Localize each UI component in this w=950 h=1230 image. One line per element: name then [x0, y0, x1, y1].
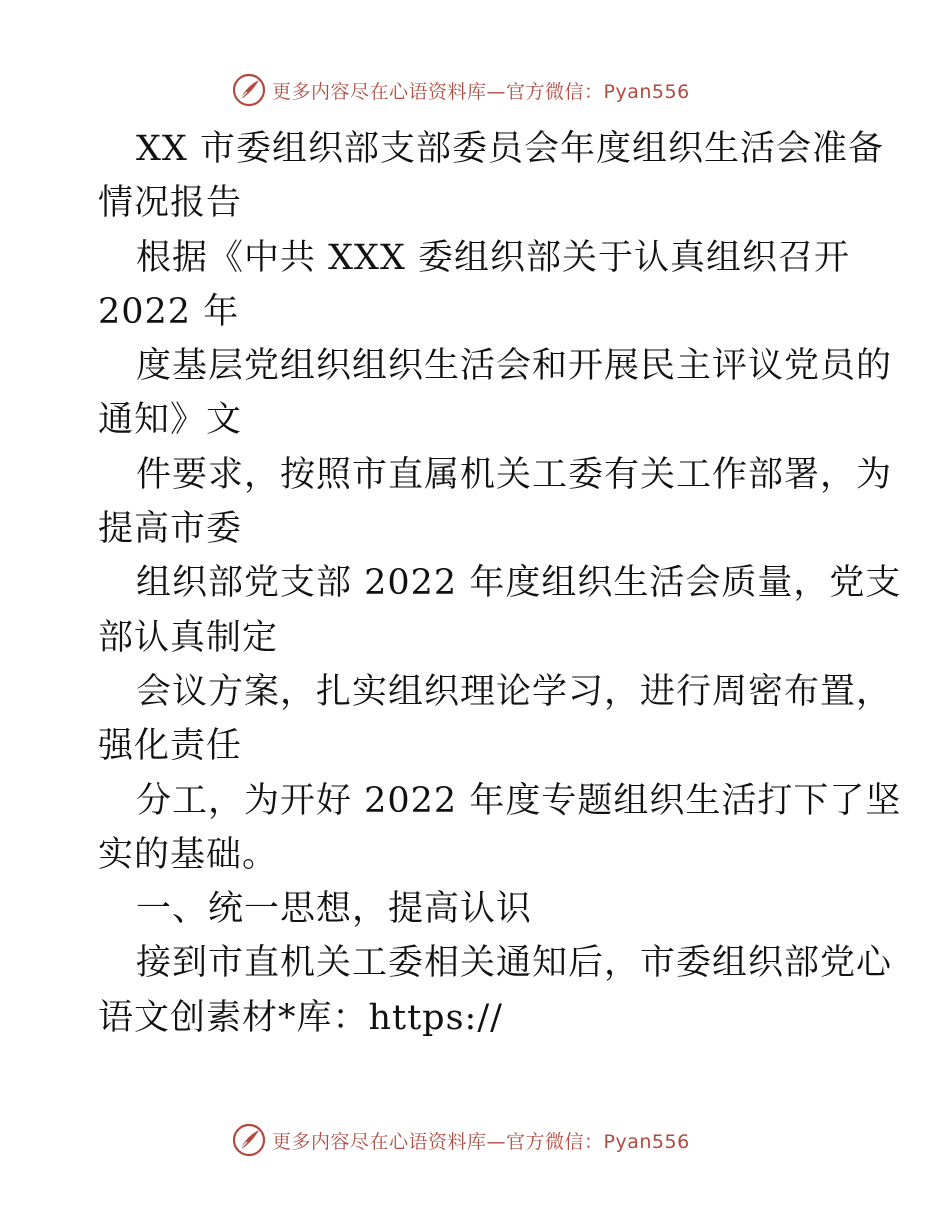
header-watermark-text: 更多内容尽在心语资料库—官方微信：Pyan556 [272, 80, 690, 103]
quill-logo-icon [232, 1123, 266, 1157]
paragraph-line: 件要求，按照市直属机关工委有关工作部署，为 [136, 454, 893, 495]
paragraph-line: 接到市直机关工委相关通知后，市委组织部党心 [136, 943, 893, 984]
paragraph-line: 情况报告 [98, 183, 243, 224]
footer-watermark [232, 1122, 690, 1158]
quill-logo-icon [232, 73, 266, 107]
paragraph-line: 一、统一思想，提高认识 [136, 889, 533, 930]
document-body [98, 122, 902, 1045]
paragraph-line: XX 市委组织部支部委员会年度组织生活会准备 [136, 129, 884, 169]
paragraph-line: 强化责任 [98, 726, 243, 767]
paragraph-line: 提高市委 [98, 509, 243, 550]
paragraph-line: 根据《中共 XXX 委组织部关于认真组织召开 [136, 237, 851, 278]
paragraph-line: 语文创素材*库：https:// [98, 997, 503, 1038]
paragraph-line: 会议方案，扎实组织理论学习，进行周密布置， [136, 671, 893, 712]
paragraph-line: 部认真制定 [98, 617, 279, 658]
footer-watermark-text: 更多内容尽在心语资料库—官方微信：Pyan556 [272, 1130, 690, 1153]
paragraph-line: 分工，为开好 2022 年度专题组织生活打下了坚 [136, 780, 902, 821]
paragraph-line: 组织部党支部 2022 年度组织生活会质量，党支 [136, 563, 902, 604]
header-watermark [232, 72, 690, 108]
paragraph-line: 2022 年 [98, 291, 240, 332]
paragraph-line: 实的基础。 [98, 834, 279, 875]
paragraph-line: 通知》文 [98, 400, 243, 441]
paragraph-line: 度基层党组织组织生活会和开展民主评议党员的 [136, 346, 893, 387]
